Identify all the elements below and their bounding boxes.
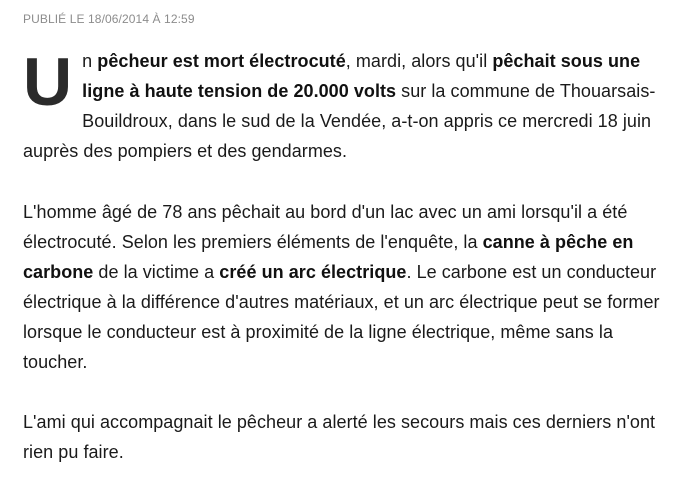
p2-text-1: L'homme âgé de 78 ans pêchait au bord d'un lac avec un ami lorsqu'il a été électrocuté. Selon les premiers éléments de l'enquête, la xyxy=(23,202,628,252)
article-body xyxy=(23,0,673,467)
p3-text-1: L'ami qui accompagnait le pêcheur a alerté les secours mais ces derniers n'ont rien pu faire. xyxy=(23,412,656,462)
p1-bold-1: pêcheur est mort électrocuté xyxy=(97,51,346,71)
paragraph-1 xyxy=(23,46,673,166)
p2-text-2: de la victime a xyxy=(93,262,220,282)
drop-cap: U xyxy=(23,44,73,120)
publication-date: PUBLIÉ LE 18/06/2014 À 12:59 xyxy=(23,12,195,26)
p2-text-3: . Le carbone est un conducteur électrique à la différence d'autres matériaux, et un arc électrique peut se former lorsque le conducteur est à proximité de la ligne électrique, même sans la toucher. xyxy=(23,262,660,372)
paragraph-2 xyxy=(23,197,673,377)
p1-text-3: sur la commune de Thouarsais-Bouildroux, dans le sud de la Vendée, a-t-on appris ce mercredi 18 juin auprès des pompiers et des gendarmes. xyxy=(23,81,656,161)
p1-bold-2: pêchait sous une ligne à haute tension de 20.000 volts xyxy=(82,51,641,101)
p1-text-2: , mardi, alors qu'il xyxy=(345,51,493,71)
p2-bold-1: canne à pêche en carbone xyxy=(23,232,634,282)
paragraph-3 xyxy=(23,407,673,467)
p2-bold-2: créé un arc électrique xyxy=(219,262,407,282)
p1-text-1: n xyxy=(82,51,98,71)
